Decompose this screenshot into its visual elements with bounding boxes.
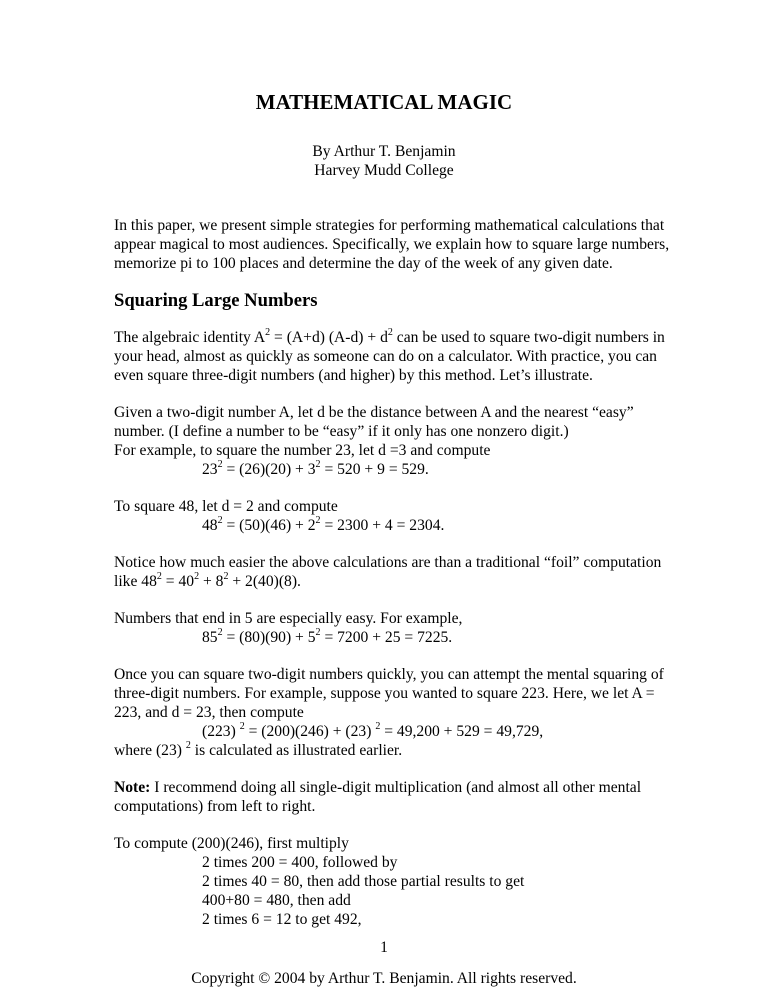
step-2: 2 times 40 = 80, then add those partial results to get (202, 873, 525, 890)
note-line-1: Note: I recommend doing all single-digit multiplication (and almost all other mental (114, 779, 642, 796)
given-line-2: number. (I define a number to be “easy” if it only has one nonzero digit.) (114, 423, 569, 440)
identity-line: The algebraic identity $A^2 = (A+d) (A-d) + d^2$ can be used to square two-digit numbers in (114, 326, 665, 346)
three-digit-line-3: 223, and d = 23, then compute (114, 704, 304, 721)
three-digit-line-2: three-digit numbers. For example, suppose you wanted to square 223. Here, we let A = (114, 685, 655, 702)
step-1: 2 times 200 = 400, followed by (202, 854, 398, 871)
page-title: MATHEMATICAL MAGIC (255, 90, 513, 114)
copyright-footer: Copyright © 2004 by Arthur T. Benjamin. All rights reserved. (191, 970, 577, 987)
equation-223: (223) $^2$ = (200)(246) + (23) $^2$ = 49,200 + 529 = 49,729, (202, 720, 544, 740)
foil-line: like $48^2 = 40^2 + 8^2 + 2(40)(8)$. (114, 570, 301, 590)
step-3: 400+80 = 480, then add (202, 892, 351, 909)
step-4: 2 times 6 = 12 to get 492, (202, 911, 362, 928)
page-number: 1 (380, 939, 388, 956)
given-line-3: For example, to square the number 23, let d =3 and compute (114, 442, 491, 459)
equation-23: $23^2 = (26)(20) + 3^2 = 520 + 9 = 529$. (202, 458, 429, 478)
given-line-1: Given a two-digit number A, let d be the distance between A and the nearest “easy” (114, 404, 634, 421)
intro-line-1: In this paper, we present simple strategies for performing mathematical calculations that (114, 217, 665, 234)
end-5-line: Numbers that end in 5 are especially easy. For example, (114, 610, 463, 627)
intro-line-3: memorize pi to 100 places and determine the day of the week of any given date. (114, 255, 613, 272)
note-line-2: computations) from left to right. (114, 798, 316, 815)
equation-48: $48^2 = (50)(46) + 2^2 = 2300 + 4 = 2304$. (202, 514, 445, 534)
where-line: where (23) $^2$ is calculated as illustrated earlier. (114, 739, 403, 759)
author-line: By Arthur T. Benjamin (312, 143, 456, 160)
three-digit-line-1: Once you can square two-digit numbers quickly, you can attempt the mental squaring of (114, 666, 664, 683)
identity-line-2: your head, almost as quickly as someone can do on a calculator. With practice, you can (114, 348, 657, 365)
affiliation-line: Harvey Mudd College (314, 162, 454, 179)
identity-line-3: even square three-digit numbers (and higher) by this method. Let’s illustrate. (114, 367, 593, 384)
section-heading: Squaring Large Numbers (114, 290, 318, 311)
note-label: Note: (114, 779, 151, 796)
equation-85: $85^2 = (80)(90) + 5^2 = 7200 + 25 = 7225$. (202, 626, 453, 646)
compute-intro: To compute (200)(246), first multiply (114, 835, 349, 852)
notice-line-1: Notice how much easier the above calculations are than a traditional “foil” computation (114, 554, 662, 571)
square-48-intro: To square 48, let d = 2 and compute (114, 498, 338, 515)
intro-line-2: appear magical to most audiences. Specifically, we explain how to square large numbers, (114, 236, 670, 253)
